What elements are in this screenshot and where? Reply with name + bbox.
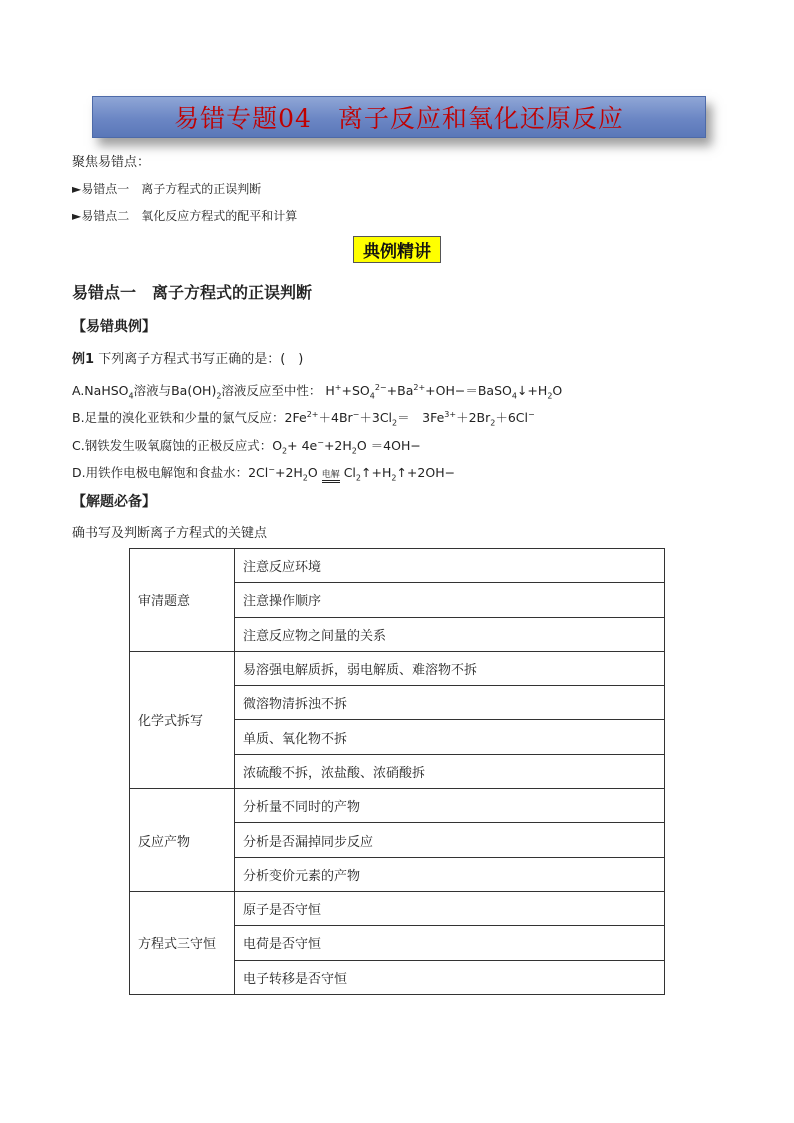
- item-cell: 电荷是否守恒: [235, 926, 665, 960]
- table-row: [130, 891, 665, 925]
- title-banner: [92, 96, 706, 138]
- category-cell: 反应产物: [130, 789, 235, 892]
- table-row: [130, 651, 665, 685]
- item-cell: 注意操作顺序: [235, 583, 665, 617]
- question-text: 下列离子方程式书写正确的是：( ): [98, 352, 304, 367]
- focus-point-1: ►易错点一 离子方程式的正误判断: [72, 182, 262, 196]
- category-cell: 化学式拆写: [130, 651, 235, 788]
- category-cell: 方程式三守恒: [130, 891, 235, 994]
- item-cell: 浓硫酸不拆，浓盐酸、浓硝酸拆: [235, 754, 665, 788]
- example-question: [72, 348, 303, 367]
- table-row: [130, 789, 665, 823]
- item-cell: 微溶物清拆浊不拆: [235, 686, 665, 720]
- intro-text: 确书写及判断离子方程式的关键点: [72, 526, 268, 541]
- focus-point-2: ►易错点二 氧化反应方程式的配平和计算: [72, 209, 298, 223]
- prep-bracket: 【解题必备】: [72, 494, 156, 510]
- option-d: D.用铁作电极电解饱和食盐水：$2Cl^-+2H_2O$ 电解 $Cl_2↑+H_2↑+2OH-$: [72, 464, 456, 483]
- item-cell: 单质、氧化物不拆: [235, 720, 665, 754]
- item-cell: 注意反应环境: [235, 549, 665, 583]
- item-cell: 注意反应物之间量的关系: [235, 617, 665, 651]
- key-points-table: [129, 548, 665, 995]
- option-a: A.NaHSO$_4$溶液与$Ba(OH)_2$溶液反应至中性： $H^++SO_4^{2-}+Ba^{2+}+OH-=BaSO_4↓+H_2O$: [72, 382, 563, 401]
- item-cell: 分析是否漏掉同步反应: [235, 823, 665, 857]
- item-cell: 易溶强电解质拆，弱电解质、难溶物不拆: [235, 651, 665, 685]
- section-title: 易错点一 离子方程式的正误判断: [72, 283, 313, 302]
- item-cell: 电子转移是否守恒: [235, 960, 665, 994]
- document-title: 易错专题04 离子反应和氧化还原反应: [174, 104, 624, 133]
- item-cell: 分析量不同时的产物: [235, 789, 665, 823]
- focus-heading: 聚焦易错点：: [72, 155, 151, 170]
- example-badge: 典例精讲: [353, 236, 441, 263]
- table-row: [130, 549, 665, 583]
- item-cell: 原子是否守恒: [235, 891, 665, 925]
- item-cell: 分析变价元素的产物: [235, 857, 665, 891]
- category-cell: 审清题意: [130, 549, 235, 652]
- example-bracket: 【易错典例】: [72, 319, 156, 335]
- option-c: C.钢铁发生吸氧腐蚀的正极反应式：$O_2+ 4e^-+2H_2O =4OH-$: [72, 437, 421, 456]
- option-b: B.足量的溴化亚铁和少量的氯气反应：$2Fe^{2+}+4Br^-+3Cl_2=$ $3Fe^{3+}+2Br_2+6Cl^-$: [72, 409, 535, 428]
- electrolysis-condition: 电解: [322, 471, 340, 483]
- example-label: 例1: [72, 352, 95, 367]
